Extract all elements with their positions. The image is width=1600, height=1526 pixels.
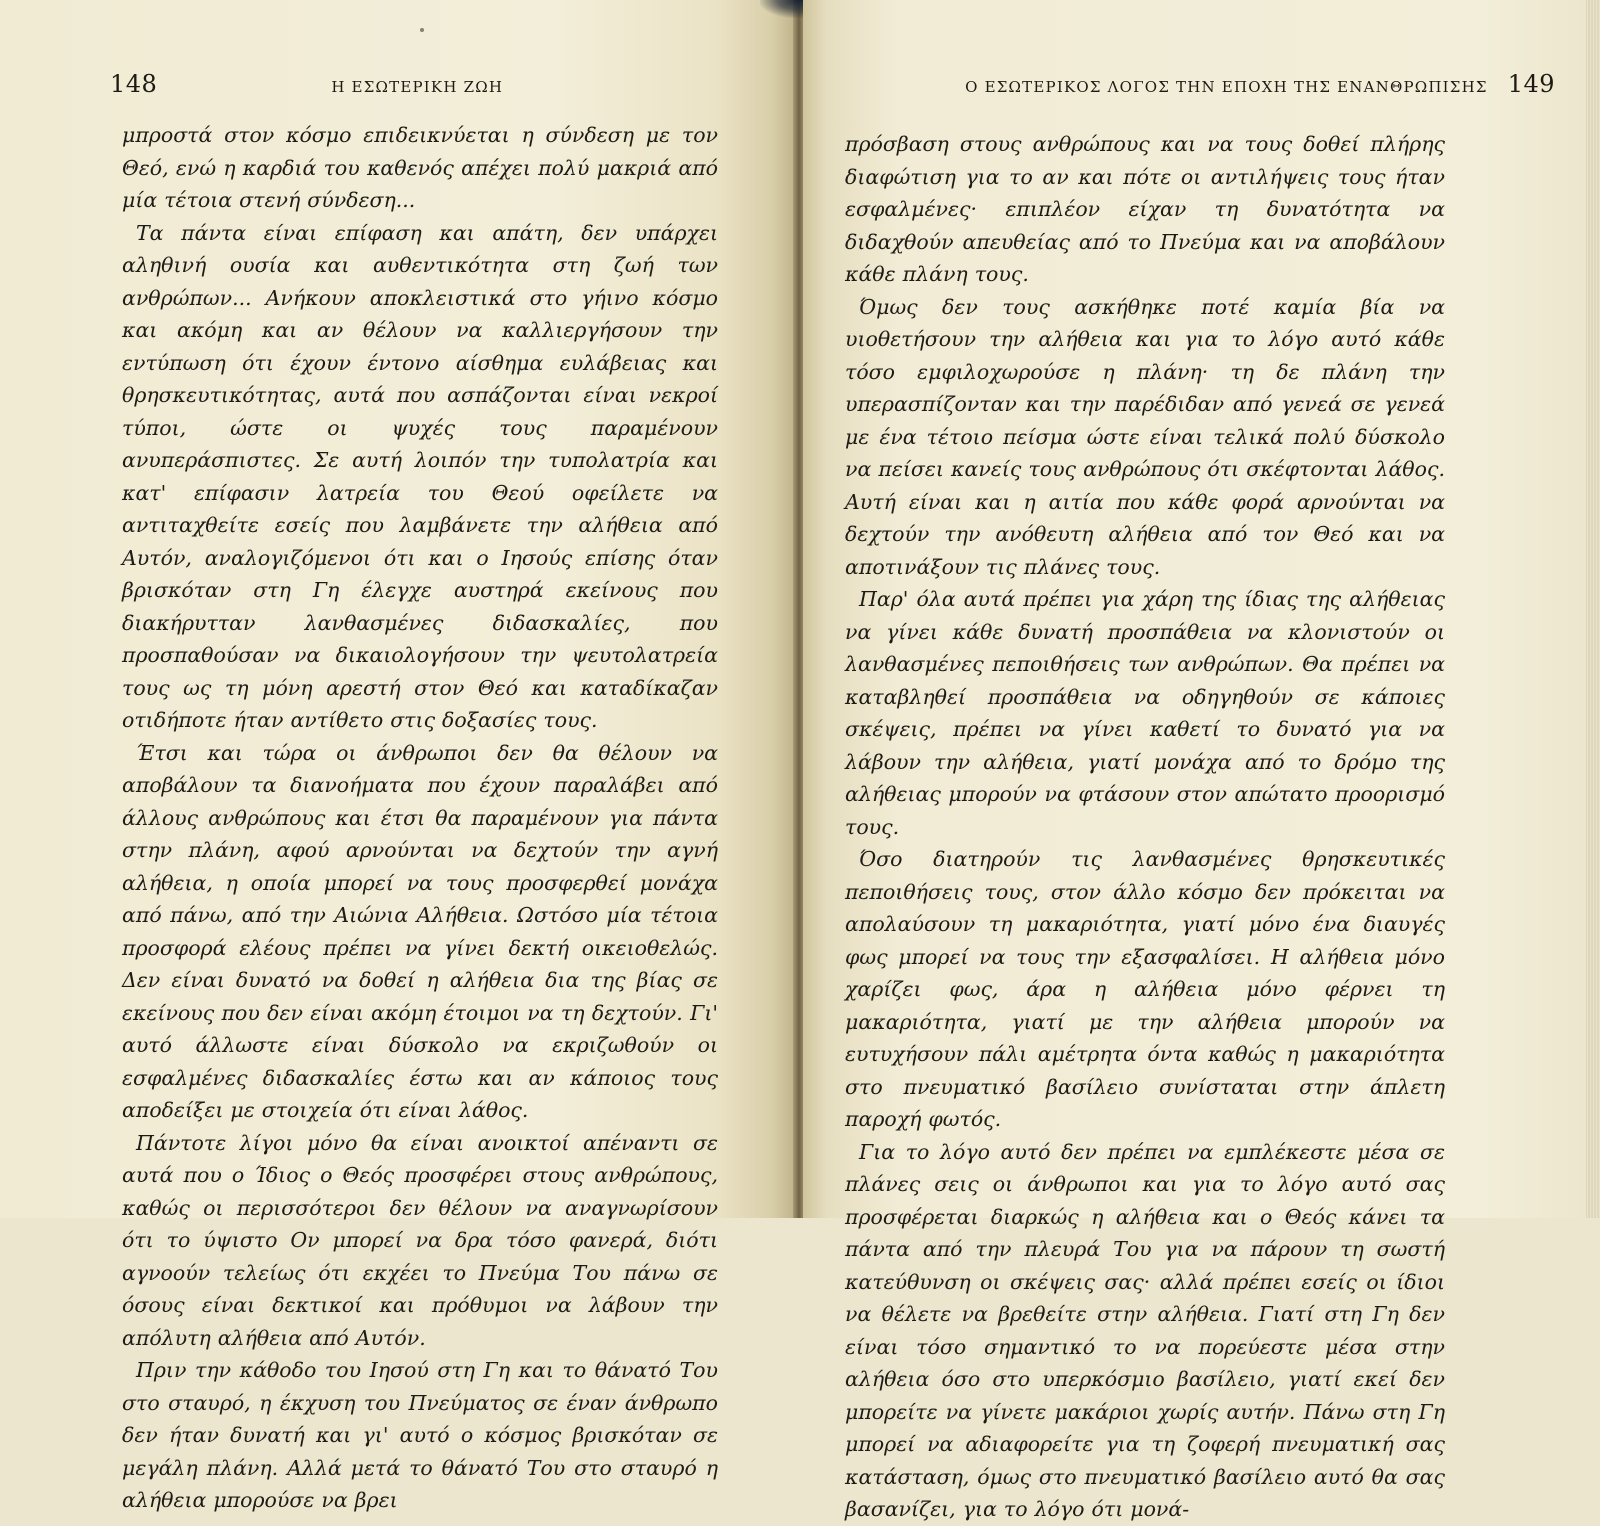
right-running-head [895, 70, 1555, 106]
left-running-head [110, 70, 730, 106]
paragraph: Πριν την κάθοδο του Ιησού στη Γη και το θάνατό Του στο σταυρό, η έκχυση του Πνεύματος σε έναν άνθρωπο δεν ήταν δυνατή και γι' αυτό ο κόσμος βρισκόταν σε μεγάλη πλάνη. Αλλά μετά το θάνατό Του στο σταυρό η αλήθεια μπορούσε να βρει [122, 1358, 718, 1512]
paragraph: Όσο διατηρούν τις λανθασμένες θρησκευτικές πεποιθήσεις τους, στον άλλο κόσμο δεν πρόκειται να απολαύσουν τη μακαριότητα, γιατί μόνο ένα διαυγές φως μπορεί να τους την εξασφαλίσει. Η αλήθεια μόνο χαρίζει φως, άρα η αλήθεια μόνο φέρνει τη μακαριότητα, γιατί με την αλήθεια μπορούν να ευτυχήσουν πάλι αμέτρητα όντα καθώς η μακαριότητα στο πνευματικό βασίλειο συνίσταται στην άπλετη παροχή φωτός. [845, 847, 1445, 1131]
right-page [803, 0, 1600, 1521]
page-number-left: 148 [110, 70, 158, 98]
paragraph: Έτσι και τώρα οι άνθρωποι δεν θα θέλουν να αποβάλουν τα διανοήματα που έχουν παραλάβει από άλλους ανθρώπους και έτσι θα παραμένουν για πάντα στην πλάνη, αφού αρνούνται να δεχτούν την αγνή αλήθεια, η οποία μπορεί να τους προσφερθεί μονάχα από πάνω, από την Αιώνια Αλήθεια. Ωστόσο μία τέτοια προσφορά ελέους πρέπει να γίνει δεκτή οικειοθελώς. Δεν είναι δυνατό να δοθεί η αλήθεια δια της βίας σε εκείνους που δεν είναι ακόμη έτοιμοι να τη δεχτούν. Γι' αυτό άλλωστε είναι δύσκολο να εκριζωθούν οι εσφαλμένες διδασκαλίες έστω και αν κάποιος τους αποδείξει με στοιχεία ότι είναι λάθος. [122, 740, 718, 1122]
left-header-title: Η ΕΣΩΤΕΡΙΚΗ ΖΩΗ [331, 78, 504, 96]
right-header-title: Ο ΕΣΩΤΕΡΙΚΟΣ ΛΟΓΟΣ ΤΗΝ ΕΠΟΧΗ ΤΗΣ ΕΝΑΝΘΡΩΠΙΣΗΣ [965, 78, 1488, 96]
paragraph: Πάντοτε λίγοι μόνο θα είναι ανοικτοί απέναντι σε αυτά που ο Ίδιος ο Θεός προσφέρει στους ανθρώπους, καθώς οι περισσότεροι δεν θέλουν να αναγνωρίσουν ότι το ύψιστο Ον μπορεί να δρα τόσο φανερά, διότι αγνοούν τελείως ότι εκχέει το Πνεύμα Του πάνω σε όσους είναι δεκτικοί και πρόθυμοι να λάβουν την απόλυτη αλήθεια από Αυτόν. [122, 1130, 718, 1350]
page-number-right: 149 [1507, 70, 1555, 98]
right-body-text [845, 128, 1445, 1526]
paragraph: Για το λόγο αυτό δεν πρέπει να εμπλέκεστε μέσα σε πλάνες σεις οι άνθρωποι και για το λόγο αυτό σας προσφέρεται διαρκώς η αλήθεια και ο Θεός κάνει τα πάντα από την πλευρά Του για να πάρουν τη σωστή κατεύθυνση οι σκέψεις σας· αλλά πρέπει εσείς οι ίδιοι να θέλετε να βρεθείτε στην αλήθεια. Γιατί στη Γη δεν είναι τόσο σημαντικό το να πορεύεστε μέσα στην αλήθεια όσο στο υπερκόσμιο βασίλειο, γιατί εκεί δεν μπορείτε να γίνετε μακάριοι χωρίς αυτήν. Πάνω στη Γη μπορεί να αδιαφορείτε για τη ζοφερή πνευματική σας κατάσταση, όμως στο πνευματικό βασίλειο αυτό θα σας βασανίζει, για το λόγο ότι μονά- [845, 1139, 1445, 1521]
paragraph: πρόσβαση στους ανθρώπους και να τους δοθεί πλήρης διαφώτιση για το αν και πότε οι αντιλήψεις τους ήταν εσφαλμένες· επιπλέον είχαν τη δυνατότητα να διδαχθούν απευθείας από το Πνεύμα και να αποβάλουν κάθε πλάνη τους. [845, 132, 1445, 286]
paragraph: Όμως δεν τους ασκήθηκε ποτέ καμία βία να υιοθετήσουν την αλήθεια και για το λόγο αυτό κάθε τόσο εμφιλοχωρούσε η πλάνη· τη δε πλάνη την υπερασπίζονταν και την παρέδιδαν από γενεά σε γενεά με ένα τέτοιο πείσμα ώστε είναι τελικά πολύ δύσκολο να πείσει κανείς τους ανθρώπους ότι σκέφτονται λάθος. Αυτή είναι και η αιτία που κάθε φορά αρνούνται να δεχτούν την ανόθευτη αλήθεια από τον Θεό και να αποτινάξουν τις πλάνες τους. [845, 294, 1445, 579]
left-body-text [122, 119, 718, 1517]
print-speck [420, 28, 424, 32]
paragraph: Τα πάντα είναι επίφαση και απάτη, δεν υπάρχει αληθινή ουσία και αυθεντικότητα στη ζωή των ανθρώπων... Ανήκουν αποκλειστικά στο γήινο κόσμο και ακόμη και αν θέλουν να καλλιεργήσουν την εντύπωση ότι έχουν έντονο αίσθημα ευλάβειας και θρησκευτικότητας, αυτά που ασπάζονται είναι νεκροί τύποι, ώστε οι ψυχές τους παραμένουν ανυπεράσπιστες. Σε αυτή λοιπόν την τυπολατρία και κατ' επίφασιν λατρεία του Θεού οφείλετε να αντιταχθείτε εσείς που λαμβάνετε την αλήθεια από Αυτόν, αναλογιζόμενοι ότι και ο Ιησούς επίσης όταν βρισκόταν στη Γη έλεγχε αυστηρά εκείνους που διακήρυτταν λανθασμένες διδασκαλίες, που προσπαθούσαν να δικαιολογήσουν την ψευτολατρεία τους ως τη μόνη αρεστή στον Θεό και καταδίκαζαν οτιδήποτε ήταν αντίθετο στις δοξασίες τους. [122, 220, 718, 732]
paragraph: μπροστά στον κόσμο επιδεικνύεται η σύνδεση με τον Θεό, ενώ η καρδιά του καθενός απέχει πολύ μακριά από μία τέτοια στενή σύνδεση... [122, 123, 718, 212]
paragraph: Παρ' όλα αυτά πρέπει για χάρη της ίδιας της αλήθειας να γίνει κάθε δυνατή προσπάθεια να κλονιστούν οι λανθασμένες πεποιθήσεις των ανθρώπων. Θα πρέπει να καταβληθεί προσπάθεια να οδηγηθούν σε κάποιες σκέψεις, πρέπει να γίνει καθετί το δυνατό για να λάβουν την αλήθεια, γιατί μονάχα από το δρόμο της αλήθειας μπορούν να φτάσουν στον απώτατο προορισμό τους. [845, 587, 1445, 839]
left-page [0, 0, 795, 1512]
page-edges [1586, 0, 1600, 1218]
